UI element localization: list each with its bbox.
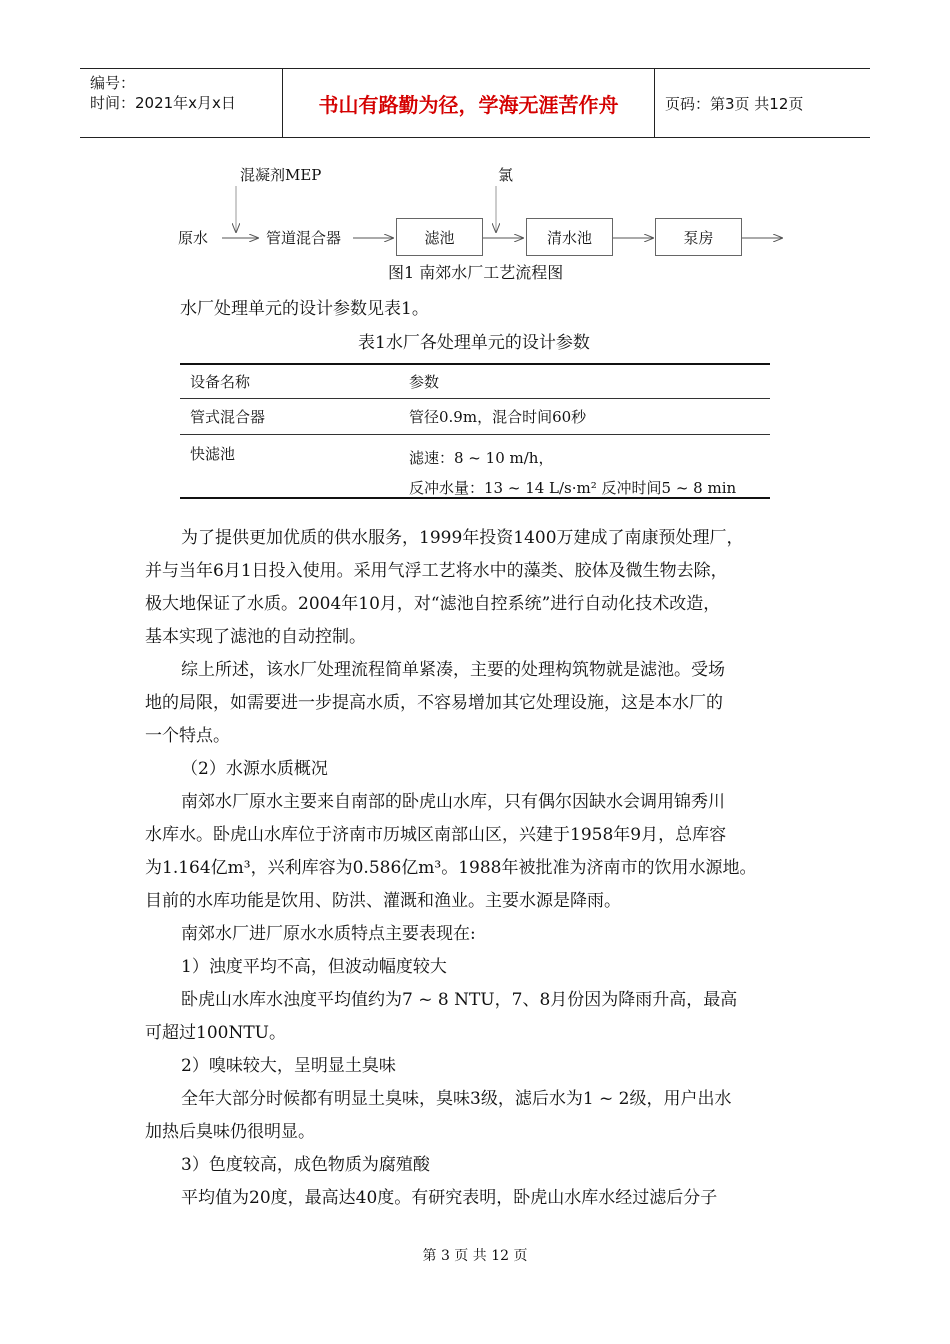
- filter-box: 滤池: [396, 218, 483, 256]
- table-header-row: [180, 363, 770, 399]
- body-text: [145, 522, 815, 1215]
- doc-time-label: 时间：2021年x月x日: [90, 94, 236, 112]
- intro-line: 水厂处理单元的设计参数见表1。: [180, 299, 429, 319]
- paragraph: 南郊水厂原水主要来自南部的卧虎山水库，只有偶尔因缺水会调用锦秀川 水库水。卧虎山水库位于济南市历城区南部山区，兴建于1958年9月，总库容 为1.164亿m³，兴利库容为0.586亿m³。1988年被批准为济南市的饮用水源地。 目前的水库功能是饮用、防洪、灌溉和渔业。主要水源是降雨。: [145, 792, 757, 911]
- list-item: 1）浊度平均不高，但波动幅度较大: [181, 957, 447, 977]
- list-item: 2）嗅味较大，呈明显土臭味: [181, 1056, 396, 1076]
- table-header-name: 设备名称: [190, 373, 251, 391]
- paragraph: 全年大部分时候都有明显土臭味，臭味3级，滤后水为1 ~ 2级，用户出水 加热后臭味仍很明显。: [145, 1089, 732, 1142]
- table-cell-name: 管式混合器: [190, 408, 266, 426]
- mixer-label: 管道混合器: [266, 229, 342, 247]
- list-item: 3）色度较高，成色物质为腐殖酸: [181, 1155, 430, 1175]
- design-parameter-table: [180, 363, 770, 499]
- section-heading: （2）水源水质概况: [181, 759, 328, 779]
- table-cell-params: [409, 402, 770, 432]
- coagulant-label: 混凝剂MEP: [240, 166, 322, 184]
- table-caption: 表1水厂各处理单元的设计参数: [358, 333, 590, 353]
- table-row: [180, 399, 770, 435]
- table-param-line: 滤速：8 ~ 10 m/h，: [409, 449, 554, 467]
- paragraph: 南郊水厂进厂原水水质特点主要表现在:: [181, 924, 476, 944]
- paragraph: 综上所述，该水厂处理流程简单紧凑，主要的处理构筑物就是滤池。受场 地的局限，如需要进一步提高水质，不容易增加其它处理设施，这是本水厂的 一个特点。: [145, 660, 725, 746]
- paragraph: 卧虎山水库水浊度平均值约为7 ~ 8 NTU，7、8月份因为降雨升高，最高 可超过100NTU。: [145, 990, 738, 1043]
- pump-house-box: 泵房: [655, 218, 742, 256]
- page-footer: 第 3 页 共 12 页: [422, 1248, 528, 1264]
- process-flow-diagram: [0, 0, 950, 290]
- header-page-info: 页码：第3页 共12页: [665, 94, 804, 113]
- figure-caption: 图1 南郊水厂工艺流程图: [388, 263, 564, 282]
- raw-water-label: 原水: [178, 229, 209, 247]
- table-row: [180, 435, 770, 499]
- doc-number-label: 编号：: [90, 74, 136, 92]
- table-header-params: 参数: [409, 373, 440, 391]
- table-cell-params: [409, 443, 770, 503]
- paragraph: 平均值为20度，最高达40度。有研究表明，卧虎山水库水经过滤后分子: [181, 1188, 718, 1208]
- paragraph: 为了提供更加优质的供水服务，1999年投资1400万建成了南康预处理厂， 并与当年6月1日投入使用。采用气浮工艺将水中的藻类、胶体及微生物去除， 极大地保证了水质。2004年10月，对“滤池自控系统”进行自动化技术改造， 基本实现了滤池的自动控制。: [145, 528, 744, 647]
- table-param-line: 反冲水量：13 ~ 14 L/s·m² 反冲时间5 ~ 8 min: [409, 479, 737, 497]
- table-param-line: 管径0.9m，混合时间60秒: [409, 407, 587, 426]
- table-cell-name: 快滤池: [190, 445, 236, 463]
- chlorine-label: 氯: [498, 166, 514, 184]
- clear-tank-box: 清水池: [526, 218, 613, 256]
- header-motto: 书山有路勤为径，学海无涯苦作舟: [283, 69, 655, 137]
